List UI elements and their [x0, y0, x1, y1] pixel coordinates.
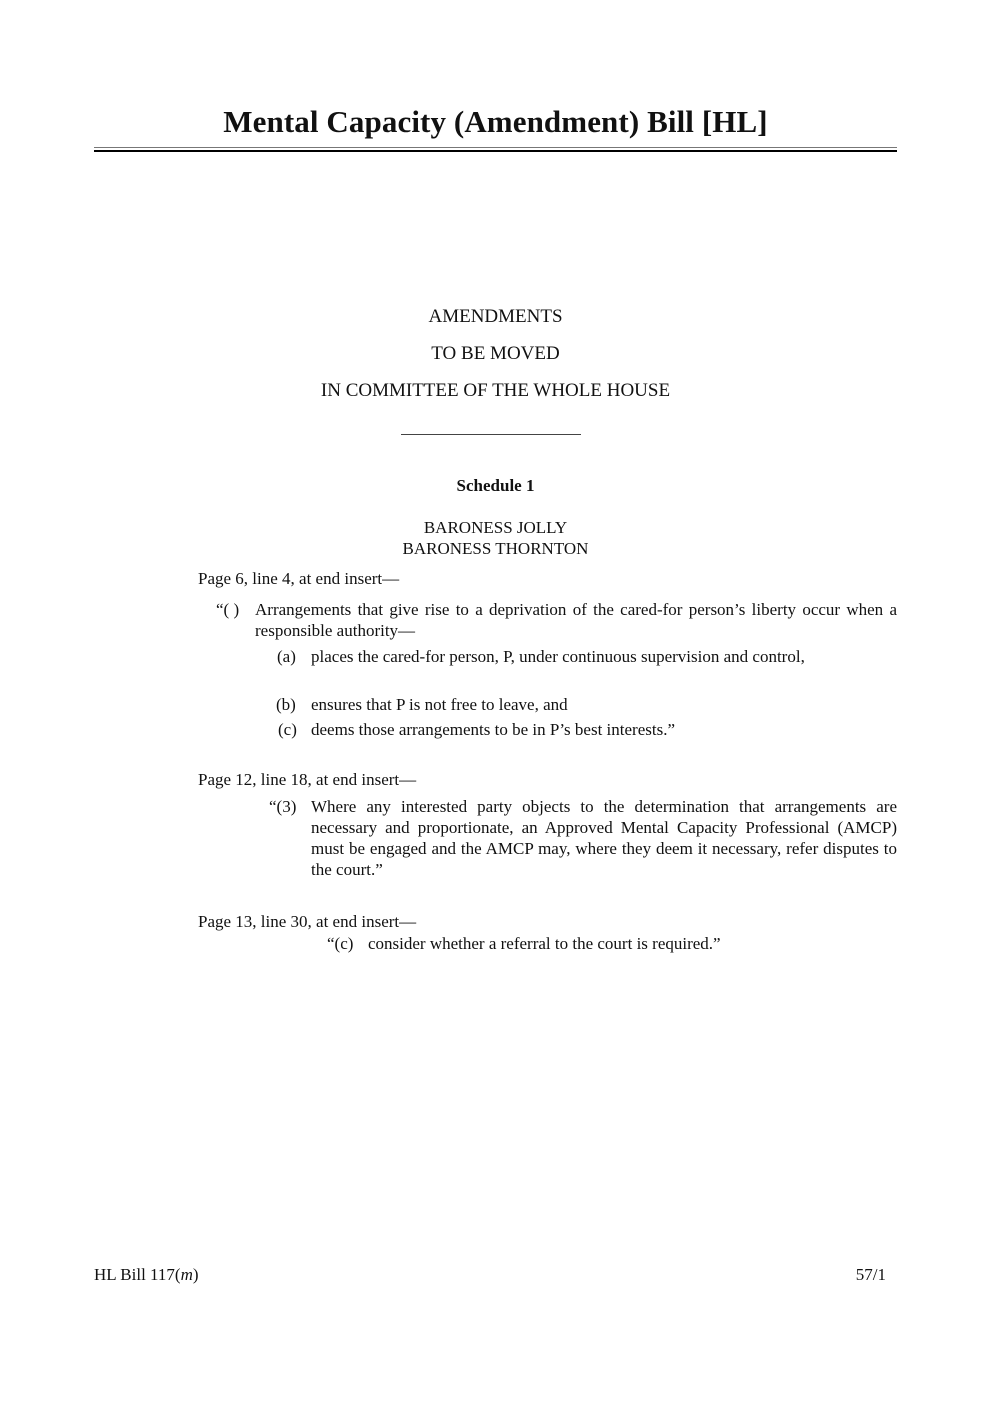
title-rule-thick: [94, 150, 897, 152]
paragraph-text: places the cared-for person, P, under continuous supervision and control,: [311, 647, 805, 666]
subsection-label: “(3): [269, 797, 297, 816]
paragraph-text: deems those arrangements to be in P’s best interests.”: [311, 720, 675, 739]
mover-name: BARONESS JOLLY: [423, 518, 568, 537]
section-divider: [401, 434, 581, 435]
paragraph-b: [276, 694, 897, 715]
subsection-text: Where any interested party objects to the determination that arrangements are necessary and proportionate, an Approved Mental Capacity Professional (AMCP) must be engaged and the AMCP may, where they deem it necessary, refer disputes to the court.”: [311, 797, 897, 879]
amendment-instruction: Page 6, line 4, at end insert—: [198, 569, 400, 588]
bill-reference: [94, 1265, 199, 1285]
page-reference: 57/1: [855, 1265, 886, 1284]
amendment-2-text: [269, 796, 897, 880]
amendment-3-text: [327, 933, 897, 954]
mover-name: BARONESS THORNTON: [402, 539, 589, 558]
amendment-instruction: Page 12, line 18, at end insert—: [198, 770, 417, 789]
subsection-text: Arrangements that give rise to a deprivation of the cared-for person’s liberty occur when a responsible authority—: [255, 600, 897, 640]
bill-reference-suffix-italic: m: [180, 1265, 193, 1284]
heading-amendments: AMENDMENTS: [428, 306, 563, 327]
heading-committee: IN COMMITTEE OF THE WHOLE HOUSE: [320, 380, 671, 401]
amendment-instruction: Page 13, line 30, at end insert—: [198, 912, 417, 931]
paragraph-text: consider whether a referral to the court is required.”: [368, 934, 721, 953]
paragraph-a: [277, 646, 897, 667]
title-rule-thin: [94, 147, 897, 148]
paragraph-label: (a): [277, 647, 296, 666]
page-title: Mental Capacity (Amendment) Bill [HL]: [223, 104, 768, 139]
schedule-heading: Schedule 1: [456, 476, 535, 495]
paragraph-text: ensures that P is not free to leave, and: [311, 695, 568, 714]
bill-reference-prefix: HL Bill 117(: [94, 1265, 181, 1284]
heading-to-be-moved: TO BE MOVED: [431, 343, 560, 364]
amendment-1-text: [216, 599, 897, 641]
paragraph-label: “(c): [327, 934, 354, 953]
subsection-label: “( ): [216, 600, 240, 619]
paragraph-c: [278, 719, 897, 740]
paragraph-label: (c): [278, 720, 297, 739]
bill-reference-close: ): [192, 1265, 199, 1284]
paragraph-label: (b): [276, 695, 296, 714]
